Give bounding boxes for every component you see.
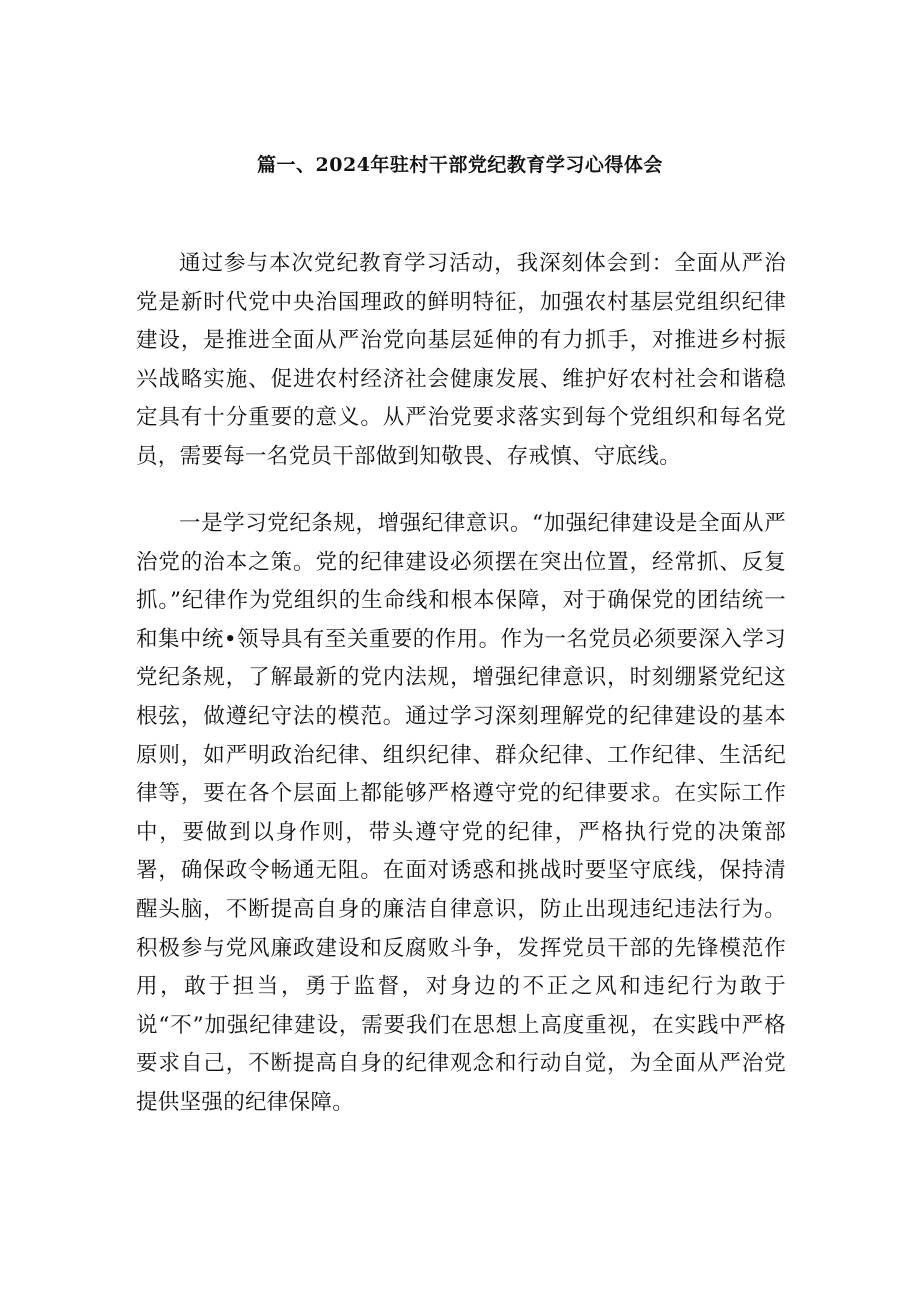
paragraph-intro: 通过参与本次党纪教育学习活动，我深刻体会到：全面从严治党是新时代党中央治国理政的鲜明特征，加强农村基层党组织纪律建设，是推进全面从严治党向基层延伸的有力抓手，对推进乡村振兴战略实施、促进农村经济社会健康发展、维护好农村社会和谐稳定具有十分重要的意义。从严治党要求落实到每个党组织和每名党员，需要每一名党员干部做到知敬畏、存戒慎、守底线。 — [136, 251, 786, 469]
paragraph-discipline: 一是学习党纪条规，增强纪律意识。“加强纪律建设是全面从严治党的治本之策。党的纪律建设必须摆在突出位置，经常抓、反复抓。”纪律作为党组织的生命线和根本保障，对于确保党的团结统一和集中统•领导具有至关重要的作用。作为一名党员必须要深入学习党纪条规，了解最新的党内法规，增强纪律意识，时刻绷紧党纪这根弦，做遵纪守法的模范。通过学习深刻理解党的纪律建设的基本原则，如严明政治纪律、组织纪律、群众纪律、工作纪律、生活纪律等，要在各个层面上都能够严格遵守党的纪律要求。在实际工作中，要做到以身作则，带头遵守党的纪律，严格执行党的决策部署，确保政令畅通无阻。在面对诱惑和挑战时要坚守底线，保持清醒头脑，不断提高自身的廉洁自律意识，防止出现违纪违法行为。积极参与党风廉政建设和反腐败斗争，发挥党员干部的先锋模范作用，敢于担当，勇于监督，对身边的不正之风和违纪行为敢于说“不”加强纪律建设，需要我们在思想上高度重视，在实践中严格要求自己，不断提高自身的纪律观念和行动自觉，为全面从严治党提供坚强的纪律保障。 — [136, 511, 786, 1115]
page-title: 篇一、2024年驻村干部党纪教育学习心得体会 — [257, 154, 663, 176]
